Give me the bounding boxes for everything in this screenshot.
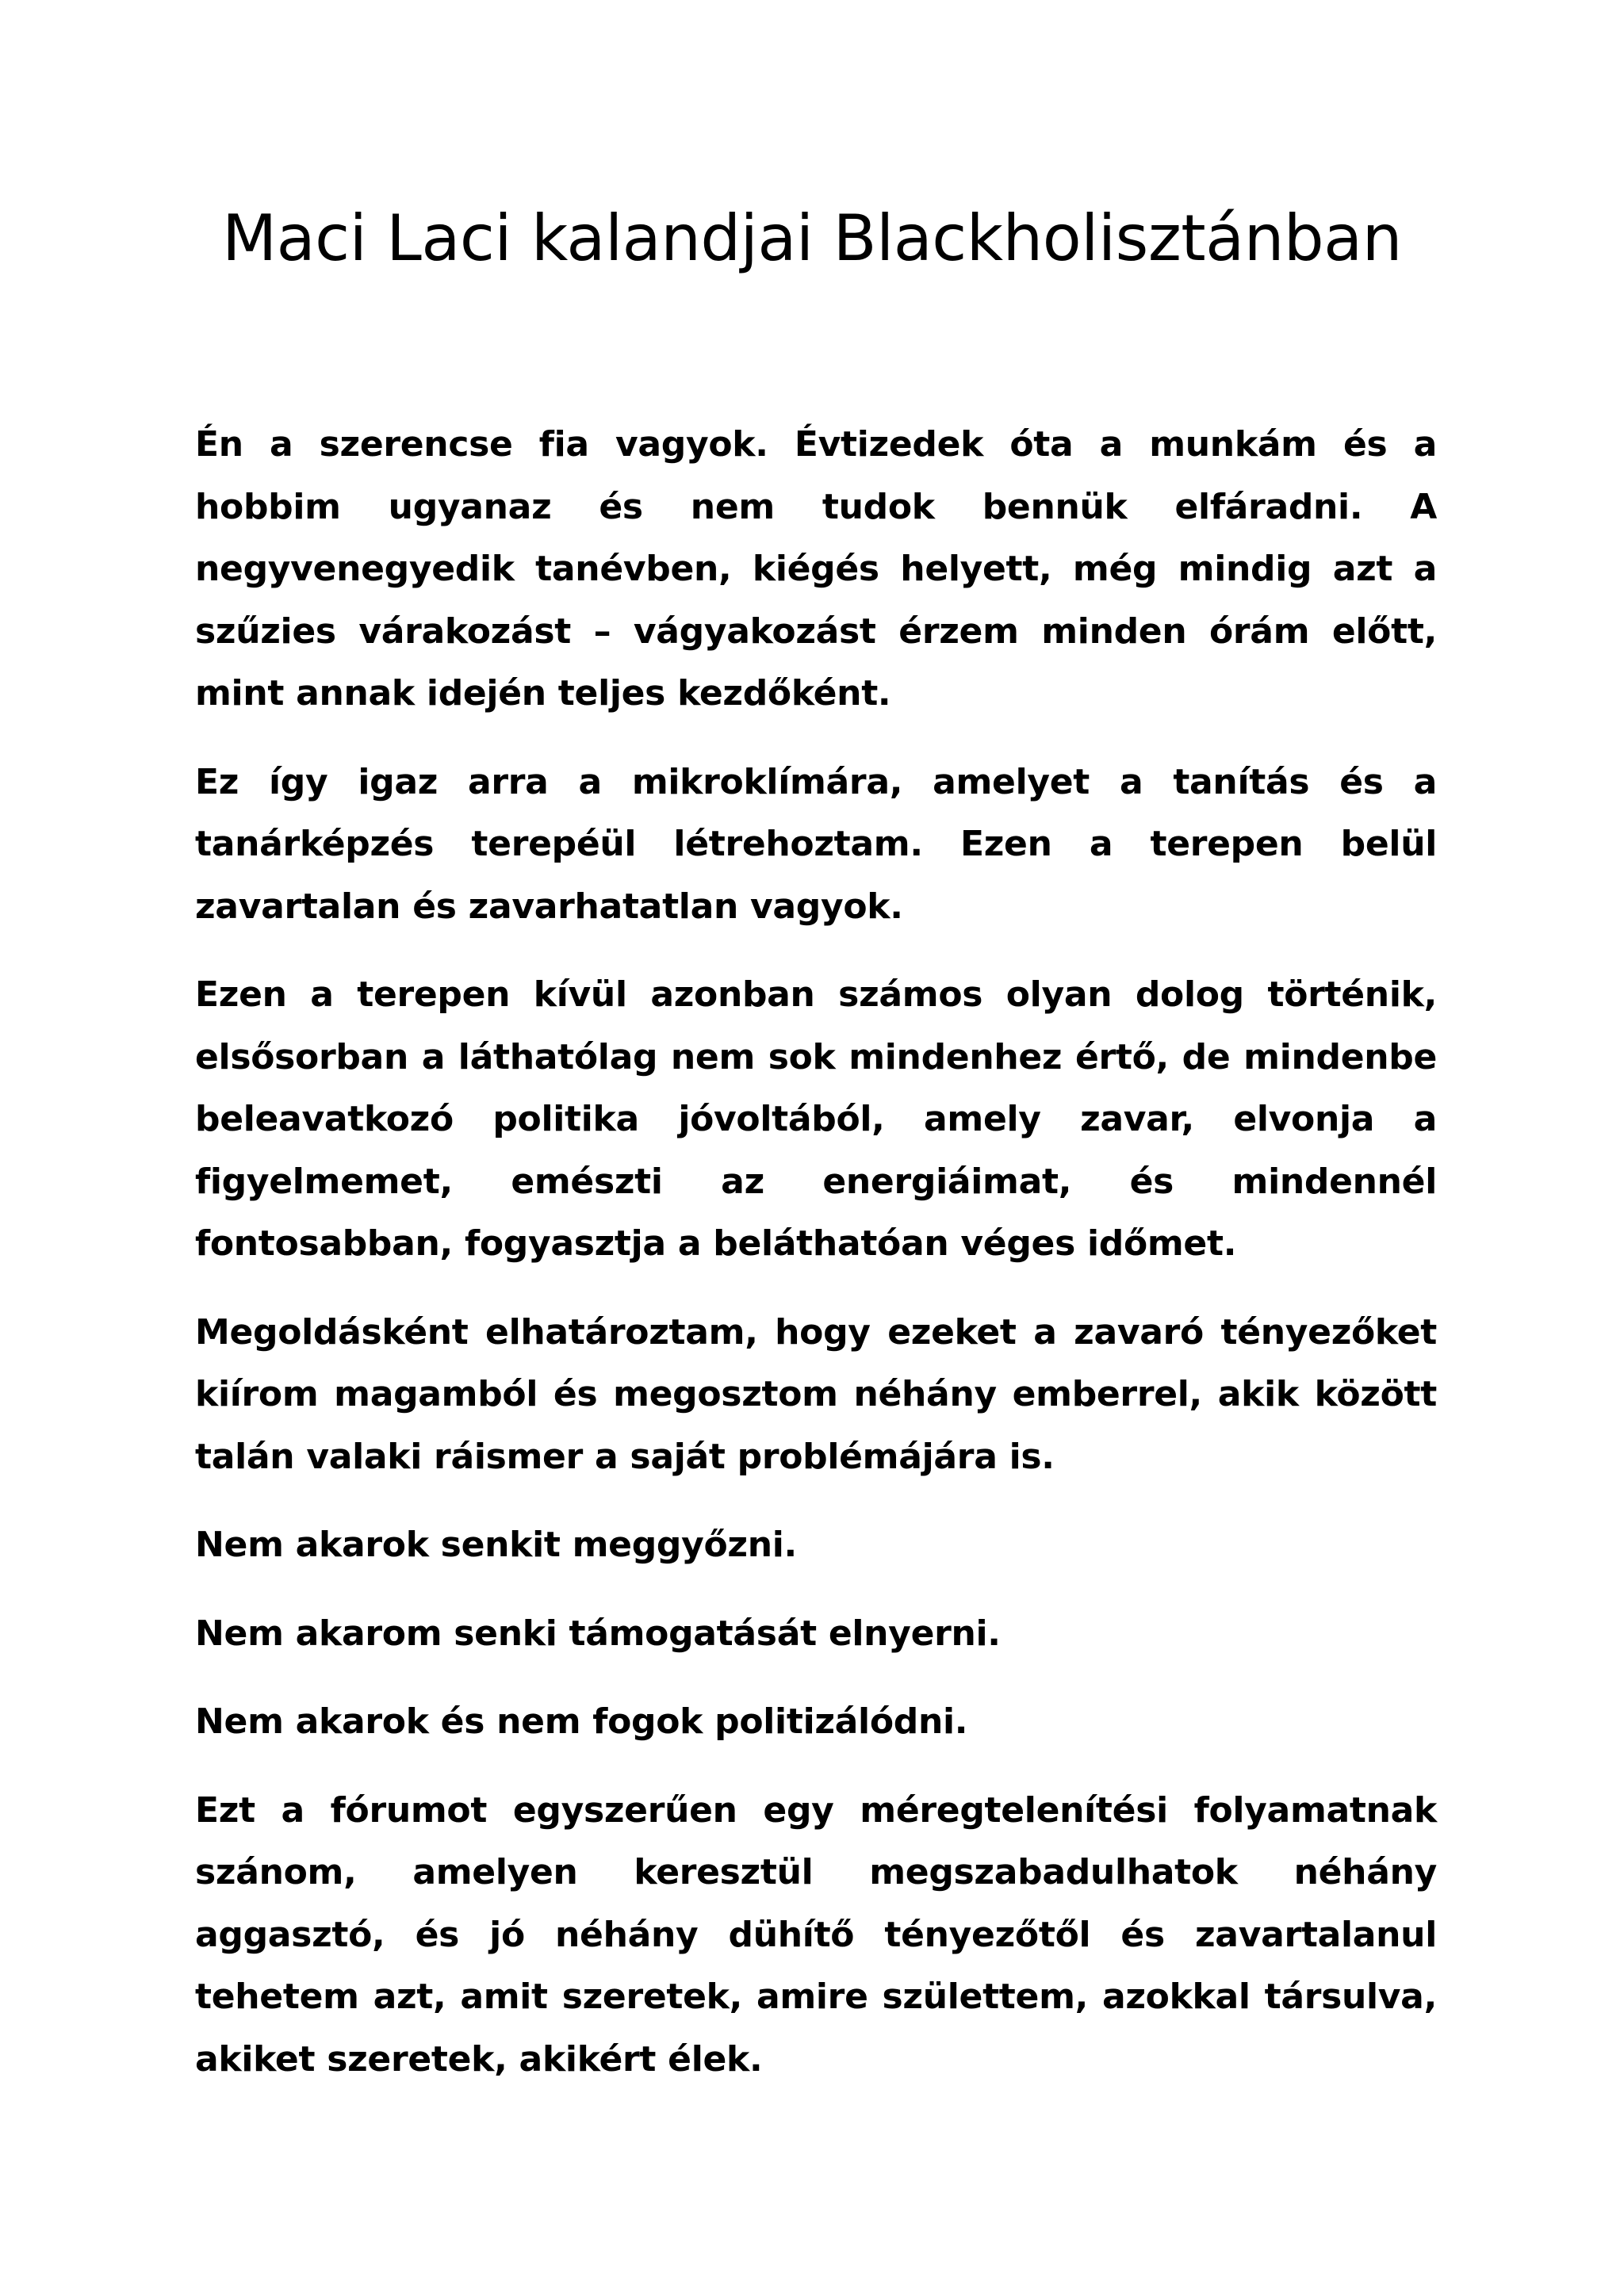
document-title: Maci Laci kalandjai Blackholisztánban — [222, 201, 1402, 275]
document-body — [195, 414, 1437, 2117]
paragraph-7: Nem akarok és nem fogok politizálódni. — [195, 1701, 968, 1742]
paragraph-8: Ezt a fórumot egyszerűen egy méregtelenítési folyamatnak szánom, amelyen keresztül megszabadulhatok néhány aggasztó, és jó néhány dühítő tényezőtől és zavartalanul tehetem azt, amit szeretek, amire születtem, azokkal társulva, akiket szeretek, akikért élek. — [195, 1789, 1437, 2080]
paragraph-4: Megoldásként elhatároztam, hogy ezeket a zavaró tényezőket kiírom magamból és megosztom néhány emberrel, akik között talán valaki ráismer a saját problémájára is. — [195, 1311, 1437, 1477]
paragraph-6: Nem akarom senki támogatását elnyerni. — [195, 1613, 1001, 1654]
paragraph-2: Ez így igaz arra a mikroklímára, amelyet a tanítás és a tanárképzés terepéül létrehoztam. Ezen a terepen belül zavartalan és zavarhatatlan vagyok. — [195, 761, 1437, 927]
paragraph-1: Én a szerencse fia vagyok. Évtizedek óta a munkám és a hobbim ugyanaz és nem tudok bennük elfáradni. A negyvenegyedik tanévben, kiégés helyett, még mindig azt a szűzies várakozást – vágyakozást érzem minden órám előtt, mint annak idején teljes kezdőként. — [195, 424, 1437, 714]
paragraph-5: Nem akarok senkit meggyőzni. — [195, 1525, 797, 1565]
paragraph-3: Ezen a terepen kívül azonban számos olyan dolog történik, elsősorban a láthatólag nem sok mindenhez értő, de mindenbe beleavatkozó politika jóvoltából, amely zavar, elvonja a figyelmemet, emészti az energiáimat, és mindennél fontosabban, fogyasztja a beláthatóan véges időmet. — [195, 974, 1437, 1264]
